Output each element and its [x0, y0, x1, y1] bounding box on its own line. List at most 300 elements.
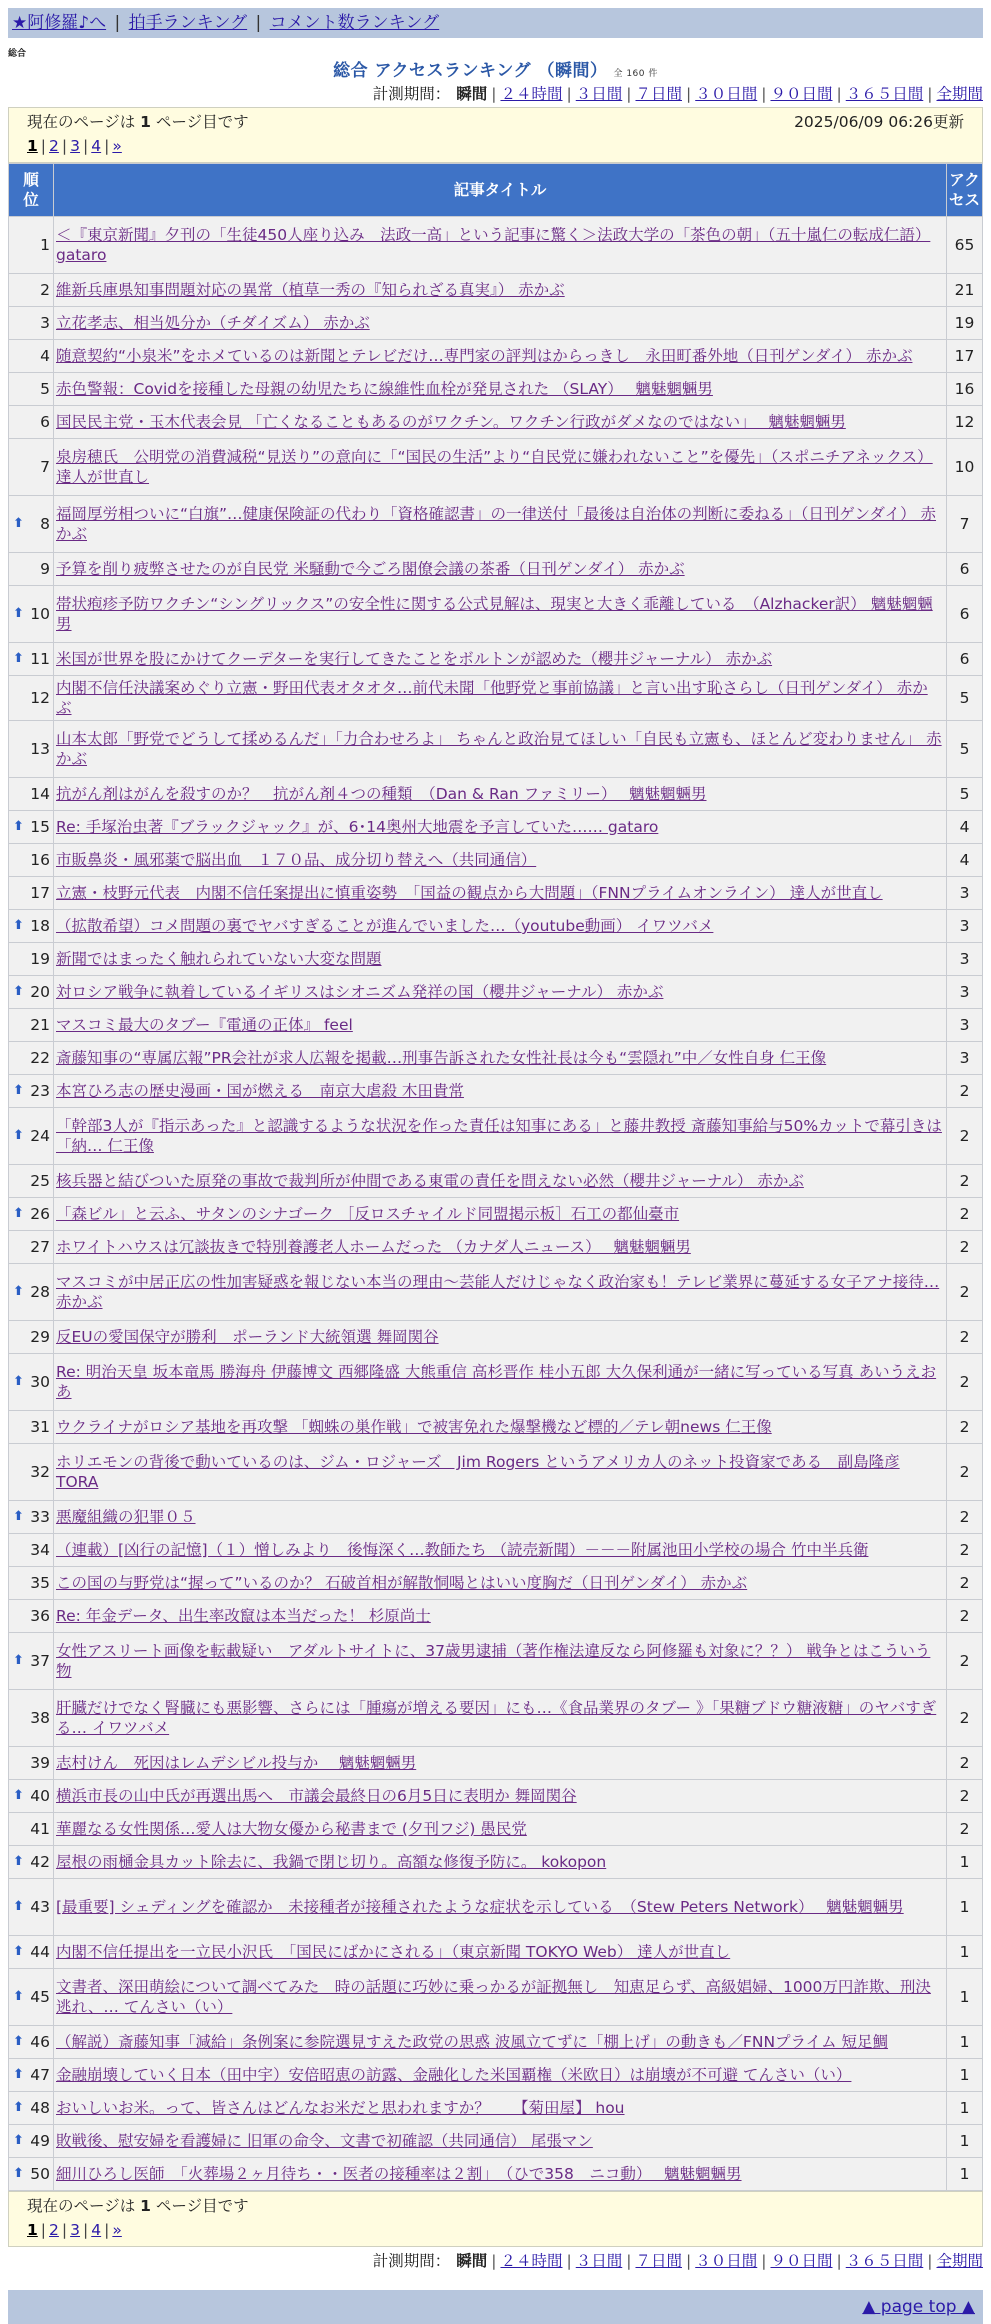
rank-cell	[9, 406, 54, 439]
page-top-link[interactable]: ▲ page top ▲	[862, 2297, 975, 2317]
access-count: 2	[947, 1264, 983, 1321]
rank-number: 7	[40, 458, 50, 476]
table-row	[9, 586, 983, 643]
article-link[interactable]: ホワイトハウスは冗談抜きで特別養護老人ホームだった （カナダ人ニュース） 魑魅魍魎男	[56, 1238, 691, 1256]
article-link[interactable]: 斎藤知事の“専属広報”PR会社が求人広報を掲載…刑事告訴された女性社長は今も“雲隠れ”中／女性自身 仁王像	[56, 1049, 827, 1067]
article-link[interactable]: おいしいお米。って、皆さんはどんなお米だと思われますか？ 【菊田屋】 hou	[56, 2099, 625, 2117]
rank-number: 12	[30, 689, 50, 707]
period-option-link[interactable]: ３６５日間	[845, 85, 924, 103]
next-page-link[interactable]: »	[112, 137, 122, 155]
table-row	[9, 1633, 983, 1690]
rank-number: 28	[30, 1283, 50, 1301]
rank-number: 15	[30, 818, 50, 836]
title-cell	[54, 1264, 947, 1321]
page-separator: |	[40, 137, 47, 155]
title-cell	[54, 1969, 947, 2026]
article-link[interactable]: 米国が世界を股にかけてクーデターを実行してきたことをボルトンが認めた（櫻井ジャーナル） 赤かぶ	[56, 650, 773, 668]
article-link[interactable]: 泉房穂氏 公明党の消費減税“見送り”の意向に「“国民の生活”より“自民党に嫌われないこと”を優先」（スポニチアネックス） 達人が世直し	[56, 448, 933, 486]
page-separator: |	[83, 2221, 89, 2239]
article-link[interactable]: ホリエモンの背後で動いているのは、ジム・ロジャーズ Jim Rogers というアメリカ人のネット投資家である 副島隆彦 TORA	[56, 1453, 900, 1491]
up-arrow-icon: ⬆	[13, 1854, 24, 1869]
title-cell	[54, 1501, 947, 1534]
rank-number: 38	[30, 1709, 50, 1727]
table-row	[9, 1411, 983, 1444]
table-row	[9, 1600, 983, 1633]
rank-number: 31	[30, 1418, 50, 1436]
article-link[interactable]: ウクライナがロシア基地を再攻撃 「蜘蛛の巣作戦」で被害免れた爆撃機など標的／テレ朝news 仁王像	[56, 1418, 772, 1436]
period-label: 計測期間：	[372, 85, 451, 103]
rank-cell	[9, 1264, 54, 1321]
article-link[interactable]: 立憲・枝野元代表 内閣不信任案提出に慎重姿勢 「国益の観点から大問題」（FNNプライムオンライン） 達人が世直し	[56, 884, 883, 902]
table-row	[9, 943, 983, 976]
rank-number: 44	[30, 1943, 50, 1961]
article-link[interactable]: 文書者、深田萌絵について調べてみた 時の話題に巧妙に乗っかるが証拠無し 知恵足らず、高級娼婦、1000万円詐欺、刑決逃れ、… てんさい（い）	[56, 1978, 931, 2016]
rank-number: 42	[30, 1853, 50, 1871]
title-cell	[54, 778, 947, 811]
page-link[interactable]: 4	[91, 137, 102, 155]
rank-header: 順位	[9, 164, 54, 217]
rank-number: 2	[40, 281, 50, 299]
rank-cell	[9, 1879, 54, 1936]
page-link[interactable]: 3	[70, 2221, 81, 2239]
next-page-link[interactable]: »	[112, 2221, 122, 2239]
access-count: 3	[947, 943, 983, 976]
page-link[interactable]: 2	[49, 2221, 59, 2239]
page-link[interactable]: 4	[91, 2221, 102, 2239]
up-arrow-icon: ⬆	[13, 1374, 24, 1389]
updated-timestamp: 2025/06/09 06:26更新	[794, 113, 964, 131]
article-link[interactable]: 国民民主党・玉木代表会見 「亡くなることもあるのがワクチン。ワクチン行政がダメなのではない」 魑魅魍魎男	[56, 413, 846, 431]
period-option-link[interactable]: ３日間	[575, 2252, 623, 2270]
article-link[interactable]: （連載）[凶行の記憶]（１）憎しみより 後悔深く…教師たち （読売新聞）－－－附属池田小学校の場合 竹中半兵衛	[56, 1541, 869, 1559]
page-separator: |	[104, 2221, 110, 2239]
title-cell	[54, 1444, 947, 1501]
period-option-link[interactable]: ３６５日間	[845, 2252, 924, 2270]
page-title-text: 総合 アクセスランキング （瞬間）	[333, 61, 608, 81]
article-link[interactable]: 山本太郎「野党でどうして揉めるんだ」「力合わせろよ」 ちゃんと政治見てほしい「自民も立憲も、ほとんど変わりません」 赤かぶ	[56, 730, 942, 768]
rank-number: 32	[30, 1463, 50, 1481]
access-count: 2	[947, 1198, 983, 1231]
access-count: 2	[947, 1780, 983, 1813]
access-count: 3	[947, 877, 983, 910]
title-cell	[54, 1075, 947, 1108]
article-link[interactable]: ＜『東京新聞』夕刊の「生徒450人座り込み 法政一高」という記事に驚く＞法政大学の「茶色の朝」（五十嵐仁の転成仁語） gataro	[56, 226, 931, 264]
access-count: 1	[947, 2125, 983, 2158]
page-title	[8, 60, 983, 82]
table-row	[9, 1264, 983, 1321]
title-cell	[54, 1846, 947, 1879]
table-row	[9, 1846, 983, 1879]
rank-cell	[9, 2026, 54, 2059]
rank-number: 4	[40, 347, 50, 365]
table-row	[9, 1321, 983, 1354]
title-header: 記事タイトル	[54, 164, 947, 217]
access-count: 2	[947, 1075, 983, 1108]
period-separator: |	[836, 85, 842, 103]
access-count: 17	[947, 340, 983, 373]
table-row	[9, 1108, 983, 1165]
table-row	[9, 1231, 983, 1264]
period-separator: |	[491, 2252, 497, 2270]
access-count: 2	[947, 1165, 983, 1198]
rank-number: 6	[40, 413, 50, 431]
rank-cell	[9, 1501, 54, 1534]
period-separator: |	[491, 85, 497, 103]
pager-bottom	[8, 2191, 983, 2247]
article-link[interactable]: 肝臓だけでなく腎臓にも悪影響、さらには「腫瘍が増える要因」にも…《食品業界のタブー 》「果糖ブドウ糖液糖」のヤバすぎる… イワツバメ	[56, 1699, 937, 1737]
rank-number: 37	[30, 1652, 50, 1670]
up-arrow-icon: ⬆	[13, 1206, 24, 1221]
article-link[interactable]: マスコミ最大のタブー『電通の正体』 feel	[56, 1016, 353, 1034]
title-cell	[54, 844, 947, 877]
rank-number: 40	[30, 1787, 50, 1805]
title-cell	[54, 1231, 947, 1264]
title-cell	[54, 2059, 947, 2092]
access-count: 2	[947, 1321, 983, 1354]
title-cell	[54, 586, 947, 643]
article-link[interactable]: 志村けん 死因はレムデシビル投与か 魑魅魍魎男	[56, 1754, 417, 1772]
rank-cell	[9, 1690, 54, 1747]
access-count: 1	[947, 2026, 983, 2059]
access-count: 2	[947, 1813, 983, 1846]
article-link[interactable]: 対ロシア戦争に執着しているイギリスはシオニズム発祥の国（櫻井ジャーナル） 赤かぶ	[56, 983, 664, 1001]
article-link[interactable]: 反EUの愛国保守が勝利 ポーランド大統領選 舞岡関谷	[56, 1328, 439, 1346]
period-separator: |	[761, 85, 767, 103]
page-links-bottom	[27, 2218, 964, 2242]
title-cell	[54, 217, 947, 274]
rank-cell	[9, 217, 54, 274]
rank-cell	[9, 1969, 54, 2026]
article-link[interactable]: 赤色警報：Covidを接種した母親の幼児たちに線維性血栓が発見された （SLAY） 魑魅魍魎男	[56, 380, 713, 398]
table-row	[9, 1354, 983, 1411]
access-count: 1	[947, 1879, 983, 1936]
access-count: 1	[947, 1969, 983, 2026]
period-option-link[interactable]: ９０日間	[770, 2252, 833, 2270]
period-separator: |	[566, 2252, 572, 2270]
rank-number: 8	[40, 515, 50, 533]
rank-number: 30	[30, 1373, 50, 1391]
period-option-link[interactable]: 全期間	[936, 85, 983, 103]
access-count: 3	[947, 910, 983, 943]
rank-cell	[9, 721, 54, 778]
period-option-link[interactable]: ３０日間	[695, 85, 758, 103]
period-option-link[interactable]: ３日間	[575, 85, 623, 103]
title-cell	[54, 307, 947, 340]
period-label: 計測期間：	[372, 2252, 451, 2270]
table-row	[9, 2092, 983, 2125]
rank-cell	[9, 910, 54, 943]
title-cell	[54, 2158, 947, 2191]
table-row	[9, 1780, 983, 1813]
article-link[interactable]: 屋根の雨樋金具カット除去に、我鍋で閉じ切り。高額な修復予防に。 kokopon	[56, 1853, 607, 1871]
rank-cell	[9, 274, 54, 307]
rank-cell	[9, 1846, 54, 1879]
rank-number: 3	[40, 314, 50, 332]
title-cell	[54, 1936, 947, 1969]
access-count: 19	[947, 307, 983, 340]
article-link[interactable]: Re: 明治天皇 坂本竜馬 勝海舟 伊藤博文 西郷隆盛 大熊重信 高杉晋作 桂小五郎 大久保利通が一緒に写っている写真 あいうえおあ	[56, 1363, 937, 1401]
access-count: 2	[947, 1567, 983, 1600]
rank-cell	[9, 1321, 54, 1354]
article-link[interactable]: 金融崩壊していく日本（田中宇）安倍昭恵の訪露、金融化した米国覇権（米欧日）は崩壊が不可避 てんさい（い）	[56, 2066, 852, 2084]
up-arrow-icon: ⬆	[13, 606, 24, 621]
article-link[interactable]: Re: 年金データ、出生率改竄は本当だった！ 杉原尚士	[56, 1607, 431, 1625]
table-row	[9, 1534, 983, 1567]
article-link[interactable]: マスコミが中居正広の性加害疑惑を報じない本当の理由〜芸能人だけじゃなく政治家も！テレビ業界に蔓延する女子アナ接待… 赤かぶ	[56, 1273, 940, 1311]
rank-cell	[9, 1600, 54, 1633]
table-row	[9, 373, 983, 406]
up-arrow-icon: ⬆	[13, 1284, 24, 1299]
article-link[interactable]: 予算を削り疲弊させたのが自民党 米騒動で今ごろ閣僚会議の茶番（日刊ゲンダイ） 赤かぶ	[56, 560, 685, 578]
article-link[interactable]: 随意契約“小泉米”をホメているのは新聞とテレビだけ…専門家の評判はからっきし 永田町番外地（日刊ゲンダイ） 赤かぶ	[56, 347, 913, 365]
rank-number: 1	[40, 236, 50, 254]
rank-number: 36	[30, 1607, 50, 1625]
title-cell	[54, 1567, 947, 1600]
article-link[interactable]: 福岡厚労相ついに“白旗”…健康保険証の代わり「資格確認書」の一律送付「最後は自治体の判断に委ねる」（日刊ゲンダイ） 赤かぶ	[56, 505, 937, 543]
nav-separator: |	[114, 13, 121, 33]
article-link[interactable]: 抗がん剤はがんを殺すのか？ 抗がん剤４つの種類 （Dan & Ran ファミリー） 魑魅魍魎男	[56, 785, 707, 803]
rank-number: 49	[30, 2132, 50, 2150]
page-separator: |	[104, 137, 110, 155]
article-link[interactable]: この国の与野党は“握って”いるのか？ 石破首相が解散恫喝とはいい度胸だ（日刊ゲンダイ） 赤かぶ	[56, 1574, 748, 1592]
rank-number: 13	[30, 740, 50, 758]
rank-cell	[9, 2125, 54, 2158]
period-separator: |	[686, 2252, 692, 2270]
table-row	[9, 2158, 983, 2191]
access-count: 2	[947, 1354, 983, 1411]
rank-number: 41	[30, 1820, 50, 1838]
current-page-text: 現在のページは 1 ページ目です	[27, 113, 249, 131]
title-cell	[54, 643, 947, 676]
ranking-body	[9, 217, 983, 2191]
article-link[interactable]: Re: 手塚治虫著『ブラックジャック』が、6･14奥州大地震を予言していた…… gataro	[56, 818, 659, 836]
title-cell	[54, 1108, 947, 1165]
title-cell	[54, 1354, 947, 1411]
access-count: 3	[947, 1009, 983, 1042]
article-link[interactable]: 市販鼻炎・風邪薬で脳出血 １７０品、成分切り替えへ（共同通信）	[56, 851, 537, 869]
rank-number: 35	[30, 1574, 50, 1592]
table-row	[9, 340, 983, 373]
page-link[interactable]: 2	[49, 137, 59, 155]
rank-cell	[9, 1108, 54, 1165]
period-current: 瞬間	[456, 85, 488, 103]
table-row	[9, 406, 983, 439]
article-link[interactable]: [最重要] シェディングを確認か 未接種者が接種されたような症状を示している （Stew Peters Network） 魑魅魍魎男	[56, 1898, 904, 1916]
title-cell	[54, 2026, 947, 2059]
rank-number: 43	[30, 1898, 50, 1916]
table-row	[9, 1936, 983, 1969]
title-cell	[54, 1321, 947, 1354]
title-cell	[54, 553, 947, 586]
rank-number: 34	[30, 1541, 50, 1559]
table-row	[9, 1042, 983, 1075]
rank-cell	[9, 1444, 54, 1501]
article-link[interactable]: 横浜市長の山中氏が再選出馬へ 市議会最終日の6月5日に表明か 舞岡関谷	[56, 1787, 577, 1805]
period-option-link[interactable]: ９０日間	[770, 85, 833, 103]
table-row	[9, 1747, 983, 1780]
up-arrow-icon: ⬆	[13, 1653, 24, 1668]
article-link[interactable]: 本宮ひろ志の歴史漫画・国が燃える 南京大虐殺 木田貴常	[56, 1082, 464, 1100]
access-count: 2	[947, 1231, 983, 1264]
period-options	[487, 2252, 983, 2270]
rank-cell	[9, 1936, 54, 1969]
rank-cell	[9, 1009, 54, 1042]
rank-cell	[9, 877, 54, 910]
table-row	[9, 553, 983, 586]
article-link[interactable]: 維新兵庫県知事問題対応の異常（植草一秀の『知られざる真実』） 赤かぶ	[56, 281, 565, 299]
period-options	[487, 85, 983, 103]
table-row	[9, 307, 983, 340]
article-link[interactable]: 帯状疱疹予防ワクチン“シングリックス”の安全性に関する公式見解は、現実と大きく乖離している （Alzhacker訳） 魑魅魍魎男	[56, 595, 933, 633]
access-count: 7	[947, 496, 983, 553]
period-separator: |	[626, 2252, 632, 2270]
table-row	[9, 2059, 983, 2092]
title-cell	[54, 676, 947, 721]
up-arrow-icon: ⬆	[13, 651, 24, 666]
rank-cell	[9, 1813, 54, 1846]
title-cell	[54, 2125, 947, 2158]
rank-cell	[9, 1411, 54, 1444]
access-count: 1	[947, 1846, 983, 1879]
article-link[interactable]: 「幹部3人が『指示あった』と認識するような状況を作った責任は知事にある」と藤井教授 斎藤知事給与50%カットで幕引きは「納… 仁王像	[56, 1117, 942, 1155]
period-separator: |	[761, 2252, 767, 2270]
rank-number: 24	[30, 1127, 50, 1145]
article-link[interactable]: 「森ビル」と云ふ、サタンのシナゴーク ［反ロスチャイルド同盟掲示板］石工の都仙臺市	[56, 1205, 680, 1223]
rank-cell	[9, 496, 54, 553]
page-separator: |	[61, 2221, 68, 2239]
article-link[interactable]: 敗戦後、慰安婦を看護婦に 旧軍の命令、文書で初確認（共同通信） 尾張マン	[56, 2132, 593, 2150]
period-separator: |	[927, 85, 933, 103]
period-option-link[interactable]: ７日間	[635, 2252, 682, 2270]
period-option-link[interactable]: 全期間	[936, 2252, 983, 2270]
article-link[interactable]: 新聞ではまったく触れられていない大変な問題	[56, 950, 382, 968]
pager-top	[8, 107, 983, 163]
period-option-link[interactable]: ３０日間	[695, 2252, 758, 2270]
title-cell	[54, 1198, 947, 1231]
article-link[interactable]: 核兵器と結びついた原発の事故で裁判所が仲間である東電の責任を問えない必然（櫻井ジャーナル） 赤かぶ	[56, 1172, 804, 1190]
access-count: 5	[947, 778, 983, 811]
rank-number: 23	[30, 1082, 50, 1100]
article-link[interactable]: 華麗なる女性関係…愛人は大物女優から秘書まで (夕刊フジ) 愚民党	[56, 1820, 527, 1838]
table-row	[9, 217, 983, 274]
article-link[interactable]: 悪魔組織の犯罪０５	[56, 1508, 196, 1526]
rank-cell	[9, 1633, 54, 1690]
rank-cell	[9, 1165, 54, 1198]
rank-number: 11	[30, 650, 50, 668]
article-link[interactable]: 内閣不信任決議案めぐり立憲・野田代表オタオタ…前代未聞「他野党と事前協議」と言い出す恥さらし（日刊ゲンダイ） 赤かぶ	[56, 679, 928, 717]
title-cell	[54, 976, 947, 1009]
access-count: 1	[947, 2059, 983, 2092]
title-cell	[54, 1747, 947, 1780]
rank-number: 33	[30, 1508, 50, 1526]
access-count: 6	[947, 553, 983, 586]
access-count: 65	[947, 217, 983, 274]
page-link[interactable]: 3	[70, 137, 81, 155]
access-count: 4	[947, 844, 983, 877]
period-option-link[interactable]: ７日間	[635, 85, 682, 103]
rank-number: 14	[30, 785, 50, 803]
rank-cell	[9, 1534, 54, 1567]
period-separator: |	[566, 85, 572, 103]
home-link[interactable]: ★阿修羅♪へ	[12, 13, 107, 33]
title-cell	[54, 1042, 947, 1075]
rank-cell	[9, 439, 54, 496]
access-count: 3	[947, 1042, 983, 1075]
table-row	[9, 1198, 983, 1231]
period-separator: |	[686, 85, 692, 103]
article-link[interactable]: （拡散希望）コメ問題の裏でヤバすぎることが進んでいました…（youtube動画） イワツバメ	[56, 917, 714, 935]
table-row	[9, 910, 983, 943]
comment-ranking-link[interactable]: コメント数ランキング	[269, 13, 440, 33]
title-cell	[54, 406, 947, 439]
table-row	[9, 439, 983, 496]
rank-cell	[9, 976, 54, 1009]
period-selector-bottom	[8, 2249, 983, 2274]
period-separator: |	[927, 2252, 933, 2270]
access-count: 5	[947, 676, 983, 721]
rank-cell	[9, 2092, 54, 2125]
up-arrow-icon: ⬆	[13, 1788, 24, 1803]
title-cell	[54, 340, 947, 373]
rank-cell	[9, 676, 54, 721]
up-arrow-icon: ⬆	[13, 984, 24, 999]
up-arrow-icon: ⬆	[13, 2067, 24, 2082]
rank-number: 27	[30, 1238, 50, 1256]
rank-cell	[9, 778, 54, 811]
access-count: 3	[947, 976, 983, 1009]
applause-ranking-link[interactable]: 拍手ランキング	[128, 13, 248, 33]
table-row	[9, 1075, 983, 1108]
access-count: 6	[947, 586, 983, 643]
article-link[interactable]: 細川ひろし医師 「火葬場２ヶ月待ち・・医者の接種率は２割」 （ひで358 ニコ動） 魑魅魍魎男	[56, 2165, 742, 2183]
title-cell	[54, 2092, 947, 2125]
up-arrow-icon: ⬆	[13, 2133, 24, 2148]
table-row	[9, 877, 983, 910]
period-option-link[interactable]: ２４時間	[500, 2252, 563, 2270]
access-count: 21	[947, 274, 983, 307]
total-count: 全 160 件	[613, 69, 658, 79]
rank-cell	[9, 2059, 54, 2092]
article-link[interactable]: 女性アスリート画像を転載疑い アダルトサイトに、37歳男逮捕（著作権法違反なら阿修羅も対象に？？） 戦争とはこういう物	[56, 1642, 931, 1680]
ranking-table	[8, 163, 983, 2191]
period-separator: |	[836, 2252, 842, 2270]
rank-number: 17	[30, 884, 50, 902]
rank-cell	[9, 1075, 54, 1108]
up-arrow-icon: ⬆	[13, 1128, 24, 1143]
access-header: アクセス	[947, 164, 983, 217]
title-cell	[54, 1690, 947, 1747]
title-cell	[54, 496, 947, 553]
rank-number: 29	[30, 1328, 50, 1346]
rank-cell	[9, 643, 54, 676]
access-count: 4	[947, 811, 983, 844]
article-link[interactable]: 内閣不信任提出を一立民小沢氏 「国民にばかにされる」（東京新聞 TOKYO Web） 達人が世直し	[56, 1943, 731, 1961]
table-row	[9, 1813, 983, 1846]
title-cell	[54, 877, 947, 910]
period-option-link[interactable]: ２４時間	[500, 85, 563, 103]
table-row	[9, 1165, 983, 1198]
title-cell	[54, 1411, 947, 1444]
article-link[interactable]: （解説）斎藤知事「減給」条例案に参院選見すえた政党の思惑 波風立てずに「棚上げ」の動きも／FNNプライム 短足鯛	[56, 2033, 888, 2051]
table-row	[9, 1009, 983, 1042]
page-links	[27, 134, 964, 158]
article-link[interactable]: 立花孝志、相当処分か（チダイズム） 赤かぶ	[56, 314, 370, 332]
table-row	[9, 643, 983, 676]
table-row	[9, 976, 983, 1009]
rank-cell	[9, 1780, 54, 1813]
rank-number: 26	[30, 1205, 50, 1223]
table-row	[9, 2125, 983, 2158]
